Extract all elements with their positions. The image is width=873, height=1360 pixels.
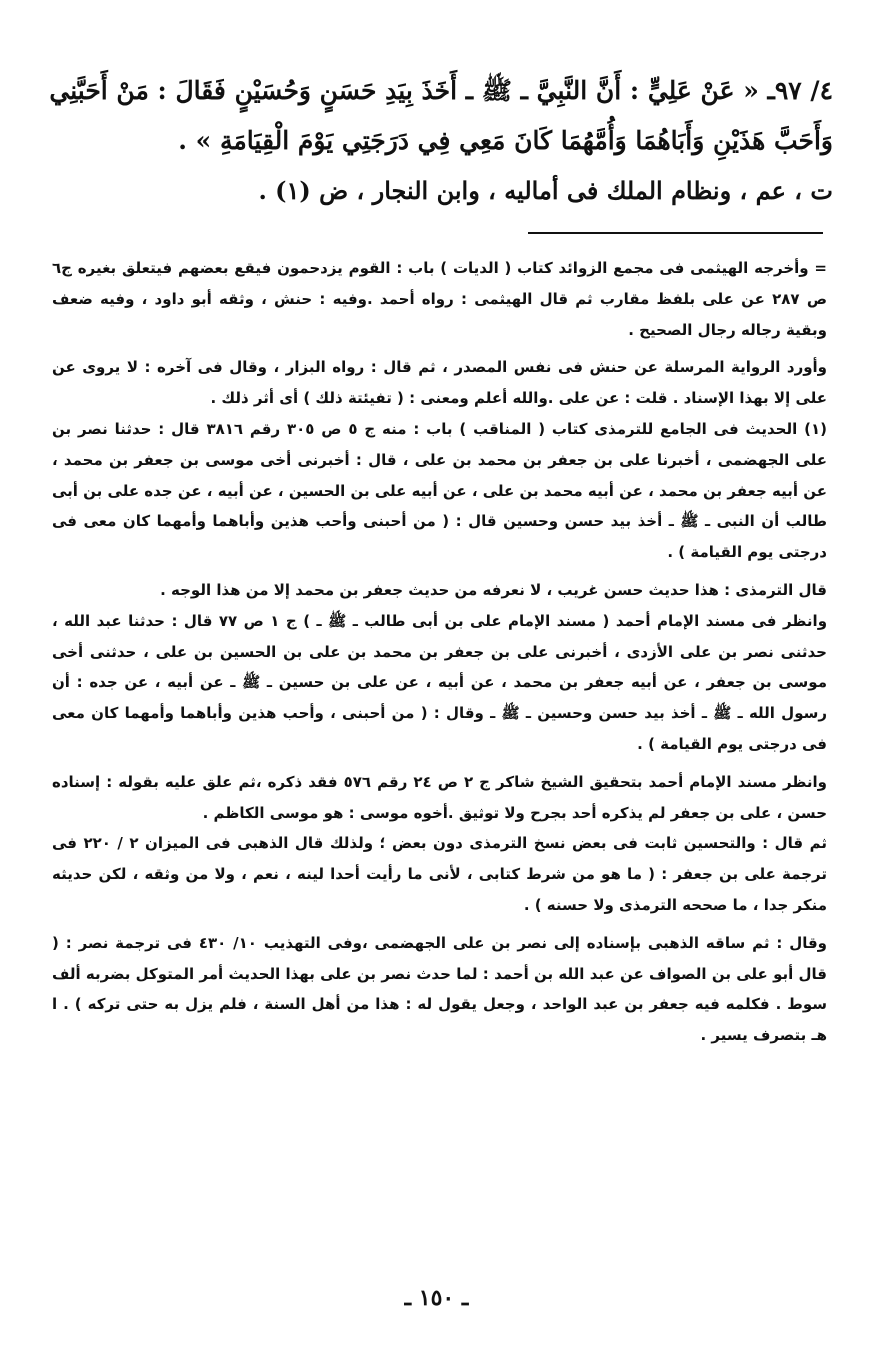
hadith-block bbox=[40, 66, 833, 216]
footnote-paragraph: وانظر فى مسند الإمام أحمد ( مسند الإمام على بن أبى طالب ـ ﷺ ـ ) ج ١ ص ٧٧ قال : حدثنا عبد الله ، حدثنى نصر بن على الأزدى ، أخبرنى على بن جعفر بن محمد بن على بن الحسين بن على ، حدثنى أخى موسى بن جعفر ، عن أبيه جعفر بن محمد ، عن أبيه ، عن على بن حسين ـ ﷺ ـ عن أبيه ، عن جده : أن رسول الله ـ ﷺ ـ أخذ بيد حسن وحسين ـ ﷺ ـ وقال : ( من أحبنى ، وأحب هذين وأباهما وأمهما كان معى فى درجتى يوم القيامة ) . bbox=[52, 611, 828, 753]
hadith-line-2: وَأَحَبَّ هَذَيْنِ وَأَبَاهُمَا وَأُمَّهُمَا كَانَ مَعِي فِي دَرَجَتِي يَوْمَ الْقِيَامَةِ » . bbox=[178, 126, 833, 155]
hadith-sources: ت ، عم ، ونظام الملك فى أماليه ، وابن النجار ، ض (١) . bbox=[258, 176, 833, 205]
footnote-paragraph: وأورد الرواية المرسلة عن حنش فى نفس المصدر ، ثم قال : رواه البزار ، وقال فى آخره : لا يروى عن على إلا بهذا الإسناد . قلت : عن على .والله أعلم ومعنى : ( تفيئتة ذلك ) أى أثر ذلك . bbox=[52, 358, 827, 408]
footnote-paragraph: = وأخرجه الهيثمى فى مجمع الزوائد كتاب ( الديات ) باب : القوم يزدحمون فيقع بعضهم فيتعلق بغيره ج٦ ص ٢٨٧ عن على بلفظ مقارب ثم قال الهيثمى : رواه أحمد .وفيه : حنش ، وثقه أبو داود ، وفيه ضعف وبقية رجاله رجال الصحيح . bbox=[52, 259, 827, 339]
footnote-paragraph: ثم قال : والتحسين ثابت فى بعض نسخ الترمذى دون بعض ؛ ولذلك قال الذهبى فى الميزان ٢ / ٢٢٠ فى ترجمة على بن جعفر : ( ما هو من شرط كتابى ، لأنى ما رأيت أحدا لينه ، نعم ، ولا من وثقه ، لكن حديثه منكر جدا ، ما صححه الترمذى ولا حسنه ) . bbox=[52, 834, 827, 914]
page-number: ـ ١٥٠ ـ bbox=[404, 1285, 469, 1311]
footnote-paragraph: قال الترمذى : هذا حديث حسن غريب ، لا نعرفه من حديث جعفر بن محمد إلا من هذا الوجه . bbox=[160, 580, 827, 599]
hadith-line-1: ٤/ ٩٧ـ « عَنْ عَلِيٍّ : أَنَّ النَّبِيَّ ـ ﷺ ـ أَخَذَ بِيَدِ حَسَنٍ وَحُسَيْنٍ فَقَالَ : مَنْ أَحَبَّنِي bbox=[49, 76, 833, 105]
footnote-paragraph: (١) الحديث فى الجامع للترمذى كتاب ( المناقب ) باب : منه ج ٥ ص ٣٠٥ رقم ٣٨١٦ قال : حدثنا نصر بن على الجهضمى ، أخبرنا على بن جعفر بن محمد بن على ، قال : أخبرنى أخى موسى بن جعفر بن محمد ، عن أبيه جعفر بن محمد ، عن أبيه محمد بن على ، عن أبيه على بن الحسين ، عن أبيه ، عن جده على بن أبى طالب أن النبى ـ ﷺ ـ أخذ بيد حسن وحسين قال : ( من أحبنى وأحب هذين وأباهما وأمهما كان معى فى درجتى يوم القيامة ) . bbox=[52, 419, 827, 562]
footnote-separator bbox=[528, 232, 823, 234]
footnote-paragraph: وقال : ثم ساقه الذهبى بإسناده إلى نصر بن على الجهضمى ،وفى التهذيب ١٠/ ٤٣٠ فى ترجمة نصر : ( قال أبو على بن الصواف عن عبد الله بن أحمد : لما حدث نصر بن على بهذا الحديث أمر المتوكل بضربه ألف سوط . فكلمه فيه جعفر بن عبد الواحد ، وجعل يقول له : هذا من أهل السنة ، فلم يزل به حتى تركه ) . ا هـ بتصرف يسير . bbox=[52, 933, 827, 1045]
footnotes bbox=[52, 253, 827, 1051]
footnote-paragraph: وانظر مسند الإمام أحمد بتحقيق الشيخ شاكر ج ٢ ص ٢٤ رقم ٥٧٦ فقد ذكره ،ثم علق عليه بقوله : إسناده حسن ، على بن جعفر لم يذكره أحد بجرح ولا توثيق .أخوه موسى : هو موسى الكاظم . bbox=[52, 772, 827, 822]
